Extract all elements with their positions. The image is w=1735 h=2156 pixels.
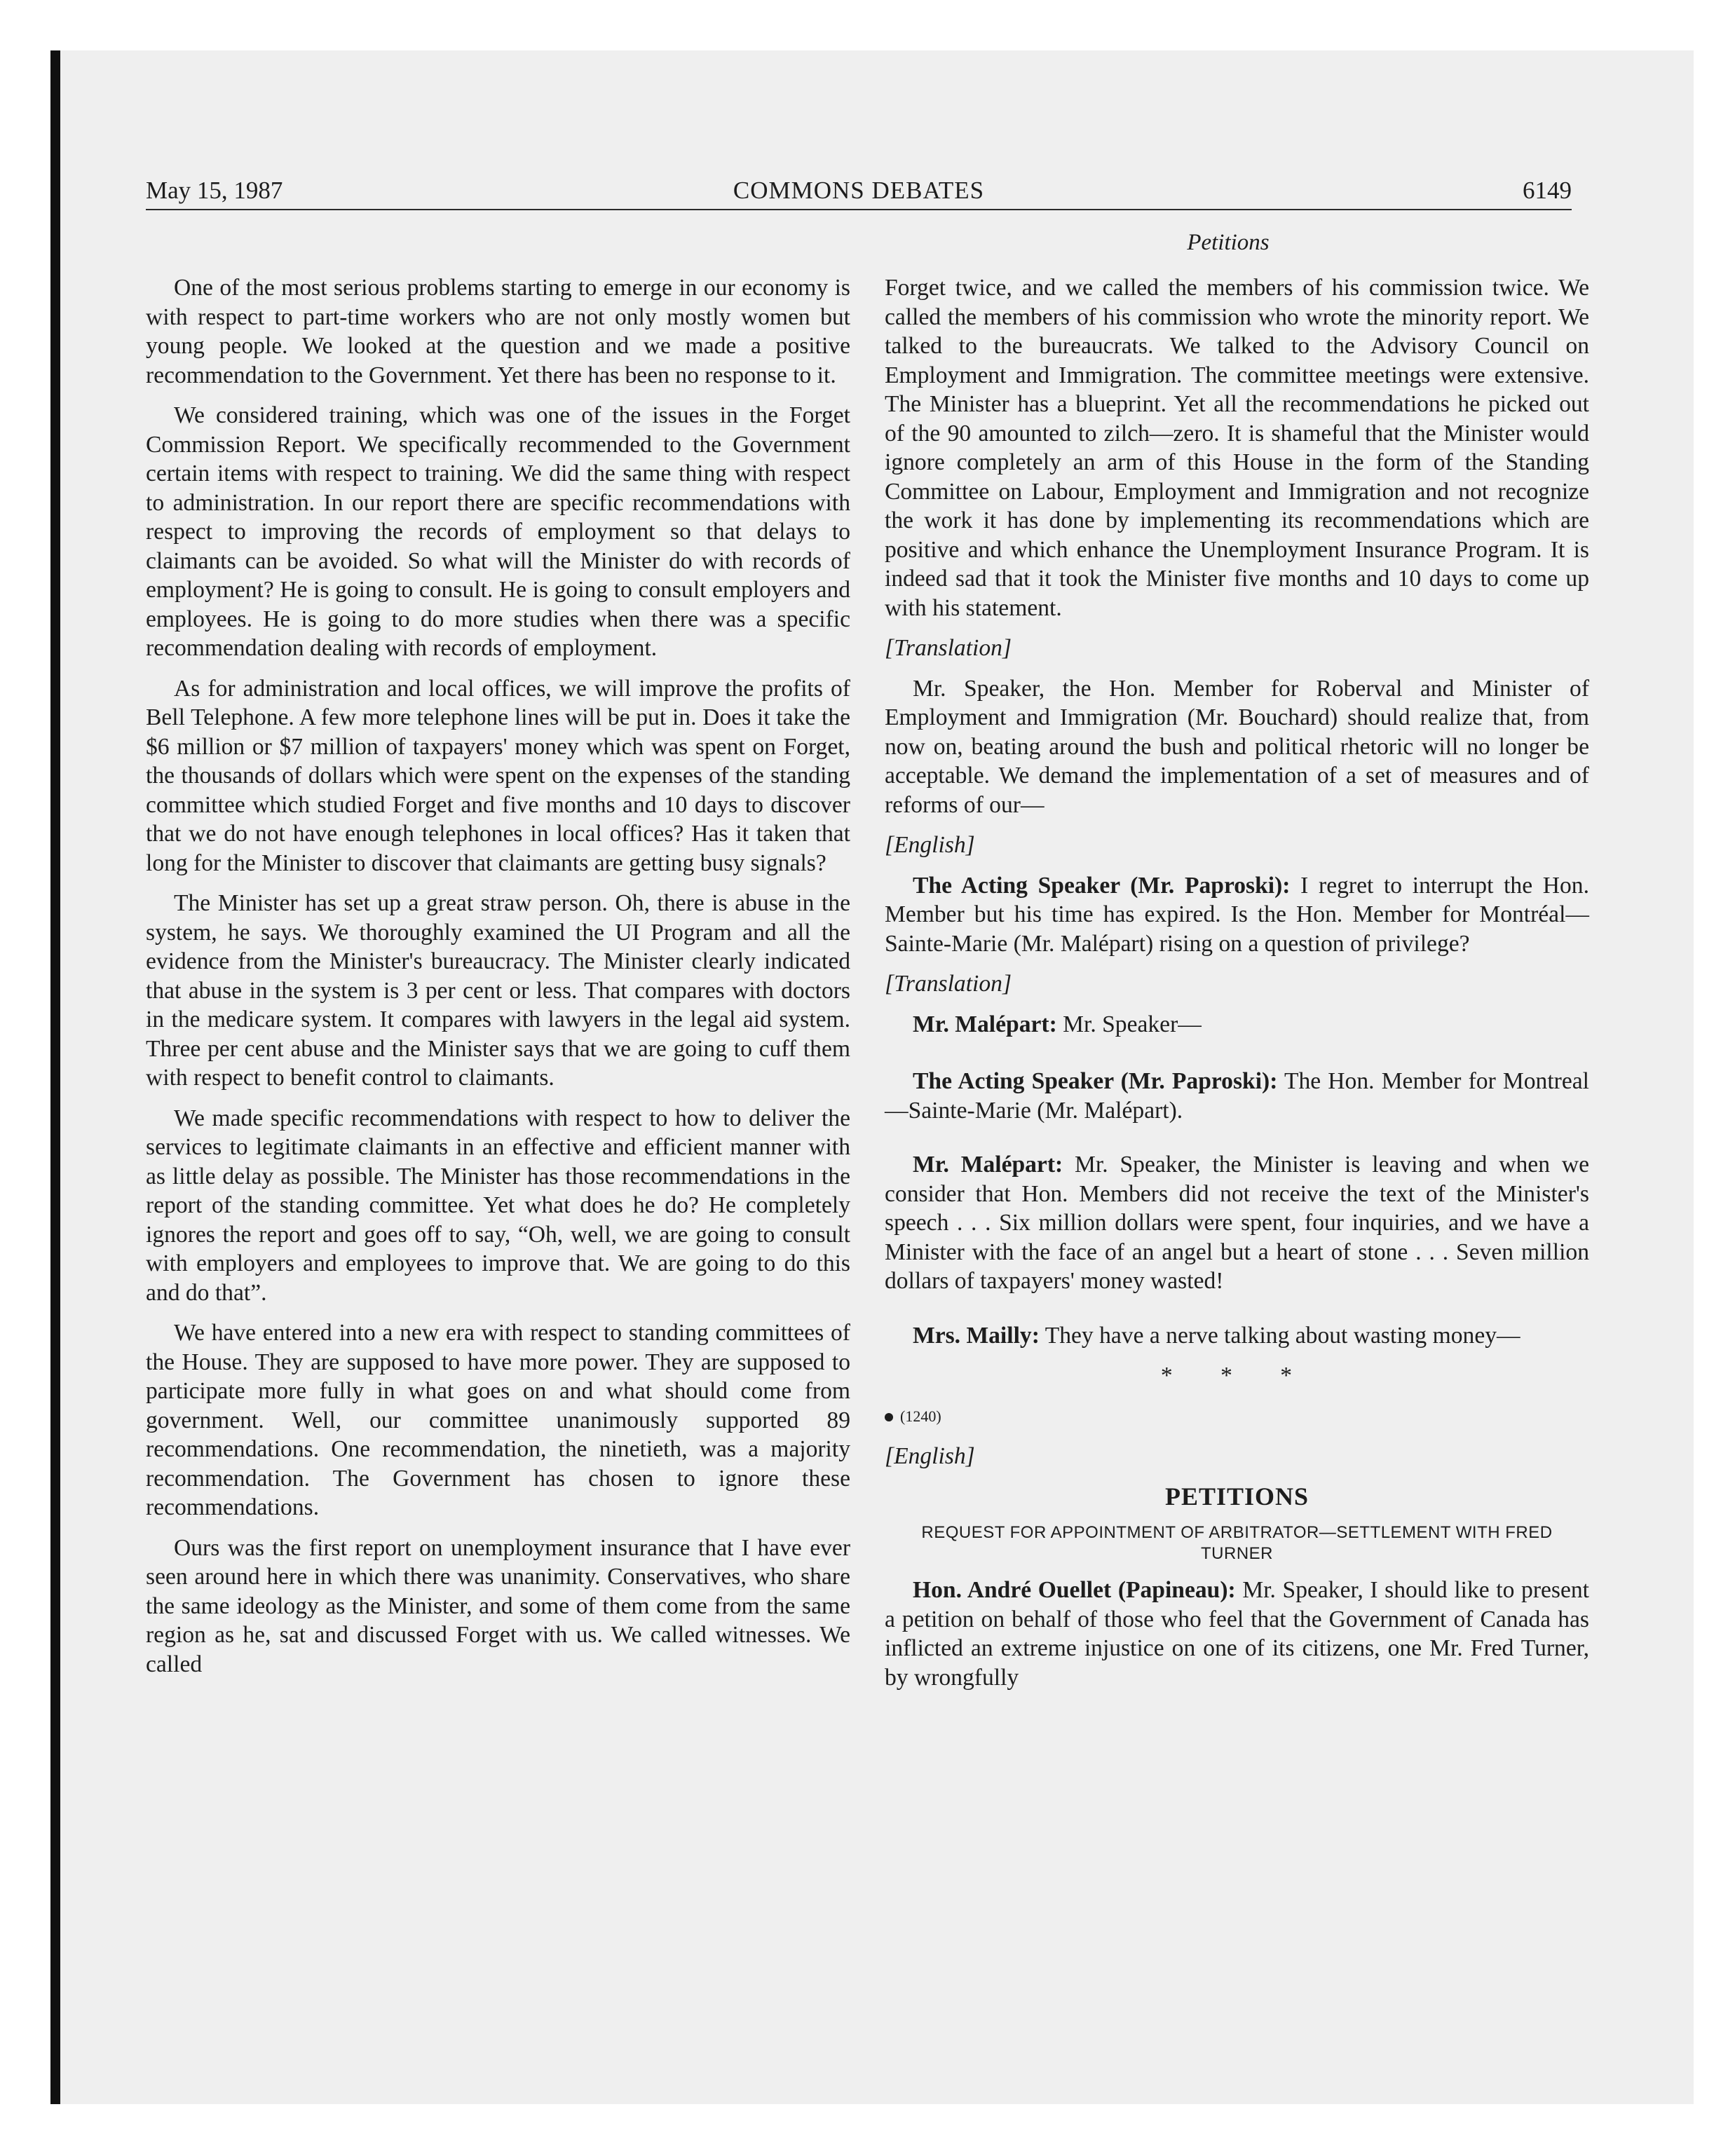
speech-text: The Hon. Member for Montreal—Sainte-Marie (Mr. Malépart).	[885, 1068, 1589, 1124]
running-head: Petitions	[1187, 230, 1270, 255]
header-page-number: 6149	[1523, 177, 1572, 204]
speaker-name: Mr. Malépart:	[913, 1152, 1063, 1178]
time-marker-text: (1240)	[900, 1407, 941, 1425]
section-separator: * * *	[1160, 1363, 1314, 1389]
speech-paragraph	[885, 871, 1589, 959]
paragraph: We have entered into a new era with respect to standing committees of the House. They are supposed to have more power. They are supposed to participate more fully in what goes on and what should come from government. Well, our committee unanimously supported 89 recommendations. One recommendation, the ninetieth, was a majority recommendation. The Government has chosen to ignore these recommendations.	[146, 1320, 850, 1520]
language-marker: [Translation]	[885, 635, 1012, 661]
section-title: PETITIONS	[1164, 1482, 1309, 1510]
paragraph: As for administration and local offices, we will improve the profits of Bell Telephone. A few more telephone lines will be put in. Does it take the $6 million or $7 million of taxpayers' money which was spent on Forget, the thousands of dollars which were spent on the expenses of the standing committee which studied Forget and five months and 10 days to discover that we do not have enough telephones in local offices? Has it taken that long for the Minister to discover that claimants are getting busy signals?	[146, 675, 850, 876]
language-marker: [English]	[885, 832, 975, 858]
language-marker: [Translation]	[885, 971, 1012, 997]
speech-paragraph	[885, 1067, 1589, 1125]
left-column	[146, 273, 850, 1690]
time-marker	[885, 1402, 1589, 1431]
paragraph: We made specific recommendations with respect to how to deliver the services to legitimate claimants in an effective and efficient manner with as little delay as possible. The Minister has those recommendations in the report of the standing committee. Yet what does he do? He completely ignores the report and goes off to say, “Oh, well, we are going to consult with employers and employees to improve that. We are going to do this and do that”.	[146, 1105, 850, 1306]
speech-paragraph	[885, 1576, 1589, 1692]
language-marker: [English]	[885, 1443, 975, 1469]
speech-text: Mr. Speaker, the Minister is leaving and when we consider that Hon. Members did not receive the text of the Minister's speech . . . Six million dollars were spent, four inquiries, and we have a Minister with the face of an angel but a heart of stone . . . Seven million dollars of taxpayers' money wasted!	[885, 1152, 1589, 1294]
right-column	[885, 273, 1589, 1703]
speech-paragraph	[885, 1150, 1589, 1296]
paragraph: We considered training, which was one of the issues in the Forget Commission Report. We specifically recommended to the Government certain items with respect to training. We did the same thing with respect to administration. In our report there are specific recommendations with respect to improving the records of employment so that delays to claimants can be avoided. So what will the Minister do with records of employment? He is going to consult. He is going to consult employers and employees. He is going to do more studies when there was a specific recommendation dealing with records of employment.	[146, 402, 850, 661]
header-title: COMMONS DEBATES	[733, 177, 985, 204]
speech-paragraph	[885, 1321, 1589, 1351]
paragraph: The Minister has set up a great straw person. Oh, there is abuse in the system, he says. We thoroughly examined the UI Program and all the evidence from the Minister's bureaucracy. The Minister clearly indicated that abuse in the system is 3 per cent or less. That compares with doctors in the medicare system. It compares with lawyers in the legal aid system. Three per cent abuse and the Minister says that we are going to cuff them with respect to benefit control to claimants.	[146, 890, 850, 1091]
page-header	[146, 177, 1572, 210]
paragraph: Ours was the first report on unemployment insurance that I have ever seen around here in which there was unanimity. Conservatives, who share the same ideology as the Minister, and some of them come from the same region as he, sat and discussed Forget with us. We called witnesses. We called	[146, 1534, 850, 1677]
paragraph: Forget twice, and we called the members of his commission twice. We called the members of his commission who wrote the minority report. We talked to the bureaucrats. We talked to the Advisory Council on Employment and Immigration. The committee meetings were extensive. The Minister has a blueprint. Yet all the recommendations he picked out of the 90 amounted to zilch—zero. It is shameful that the Minister would ignore completely an arm of this House in the form of the Standing Committee on Labour, Employment and Immigration and not recognize the work it has done by implementing its recommendations which are positive and which enhance the Unemployment Insurance Program. It is indeed sad that it took the Minister five months and 10 days to come up with his statement.	[885, 275, 1589, 621]
speaker-name: Hon. André Ouellet (Papineau):	[913, 1577, 1236, 1603]
speech-text: They have a nerve talking about wasting money—	[1039, 1322, 1520, 1349]
speaker-name: The Acting Speaker (Mr. Paproski):	[913, 872, 1291, 899]
header-date: May 15, 1987	[146, 177, 283, 204]
paragraph: Mr. Speaker, the Hon. Member for Roberval and Minister of Employment and Immigration (Mr. Bouchard) should realize that, from now on, beating around the bush and political rhetoric will no longer be acceptable. We demand the implementation of a set of measures and of reforms of our—	[885, 675, 1589, 818]
speech-paragraph	[885, 1010, 1589, 1039]
bullet-icon	[885, 1413, 893, 1421]
speech-text: Mr. Speaker, I should like to present a petition on behalf of those who feel that the Government of Canada has inflicted an extreme injustice on one of its citizens, one Mr. Fred Turner, by wrongfully	[885, 1577, 1589, 1691]
speech-text: I regret to interrupt the Hon. Member but his time has expired. Is the Hon. Member for Montréal—Sainte-Marie (Mr. Malépart) rising on a question of privilege?	[885, 872, 1589, 957]
section-subtitle: REQUEST FOR APPOINTMENT OF ARBITRATOR—SETTLEMENT WITH FRED TURNER	[921, 1523, 1553, 1563]
speaker-name: Mrs. Mailly:	[913, 1322, 1040, 1349]
speaker-name: The Acting Speaker (Mr. Paproski):	[913, 1068, 1278, 1094]
paragraph: One of the most serious problems starting to emerge in our economy is with respect to part-time workers who are not only mostly women but young people. We looked at the question and we made a positive recommendation to the Government. Yet there has been no response to it.	[146, 275, 850, 388]
speech-text: Mr. Speaker—	[1056, 1011, 1202, 1037]
speaker-name: Mr. Malépart:	[913, 1011, 1057, 1037]
